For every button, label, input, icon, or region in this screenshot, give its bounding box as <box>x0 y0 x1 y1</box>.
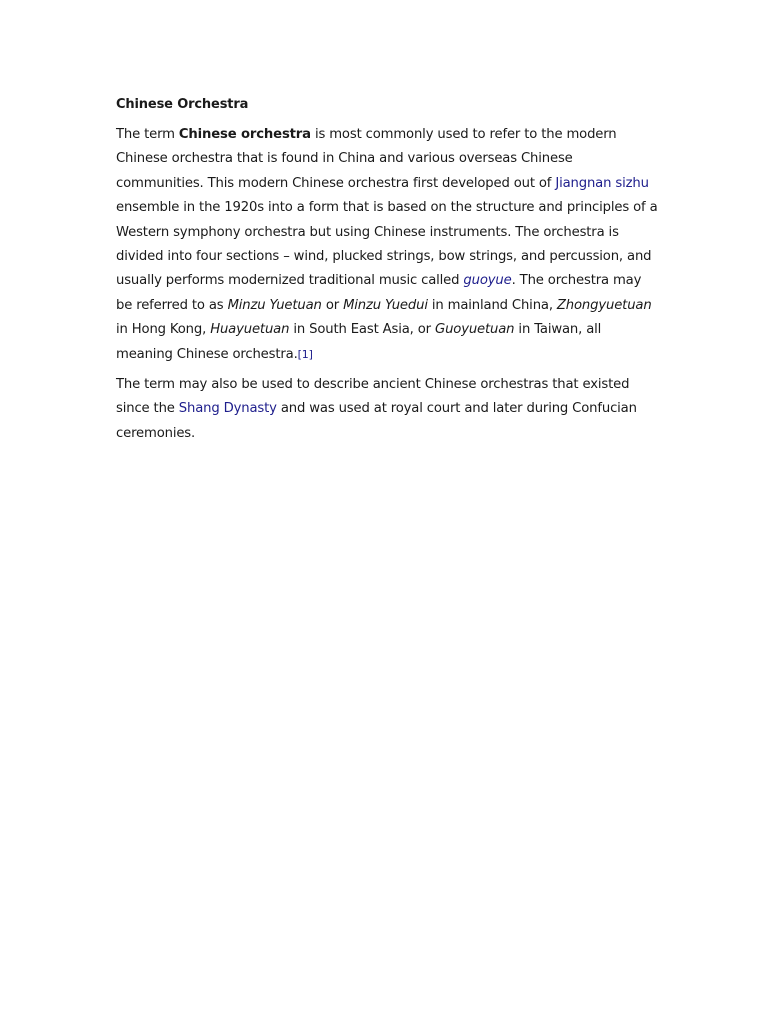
link-jiangnan-sizhu[interactable]: Jiangnan sizhu <box>555 175 649 191</box>
text-run: in Taiwan, all meaning Chinese orchestra. <box>116 322 602 362</box>
text-run: ensemble in the 1920s into a form that is based on the structure and principles of a Western symphony orchestra but using Chinese instruments. The orchestra is divided into four sections – wind, plucked strings, bow strings, and percussion, and usually performs modernized traditional music called <box>116 200 658 289</box>
text-run: . The orchestra may be referred to as <box>116 273 642 313</box>
text-run: and was used at royal court and later during Confucian ceremonies. <box>116 401 637 441</box>
text-run: The term may also be used to describe ancient Chinese orchestras that existed since the <box>116 377 630 417</box>
document-title: Chinese Orchestra <box>116 97 249 112</box>
italic-term: Huayuetuan <box>210 322 290 338</box>
italic-term: Guoyuetuan <box>435 322 515 338</box>
text-run: The term <box>116 127 179 142</box>
text-run: in South East Asia, or <box>289 322 435 338</box>
italic-term: Minzu Yuedui <box>343 297 428 313</box>
paragraph-intro <box>116 123 661 367</box>
text-run: is most commonly used to refer to the modern Chinese orchestra that is found in China and various overseas Chinese communities. This modern Chinese orchestra first developed out of <box>116 127 617 191</box>
text-run: in mainland China, <box>427 297 557 313</box>
link-guoyue[interactable]: guoyue <box>463 273 512 289</box>
text-run: or <box>321 297 344 313</box>
italic-term: Zhongyuetuan <box>556 297 652 313</box>
text-run: in Hong Kong, <box>116 322 211 338</box>
link-shang-dynasty[interactable]: Shang Dynasty <box>178 401 277 417</box>
paragraph-ancient <box>116 373 661 446</box>
reference-link[interactable]: [1] <box>297 347 313 361</box>
bold-term: Chinese orchestra <box>178 127 311 142</box>
document-body <box>116 94 661 452</box>
italic-term: Minzu Yuetuan <box>227 297 322 313</box>
